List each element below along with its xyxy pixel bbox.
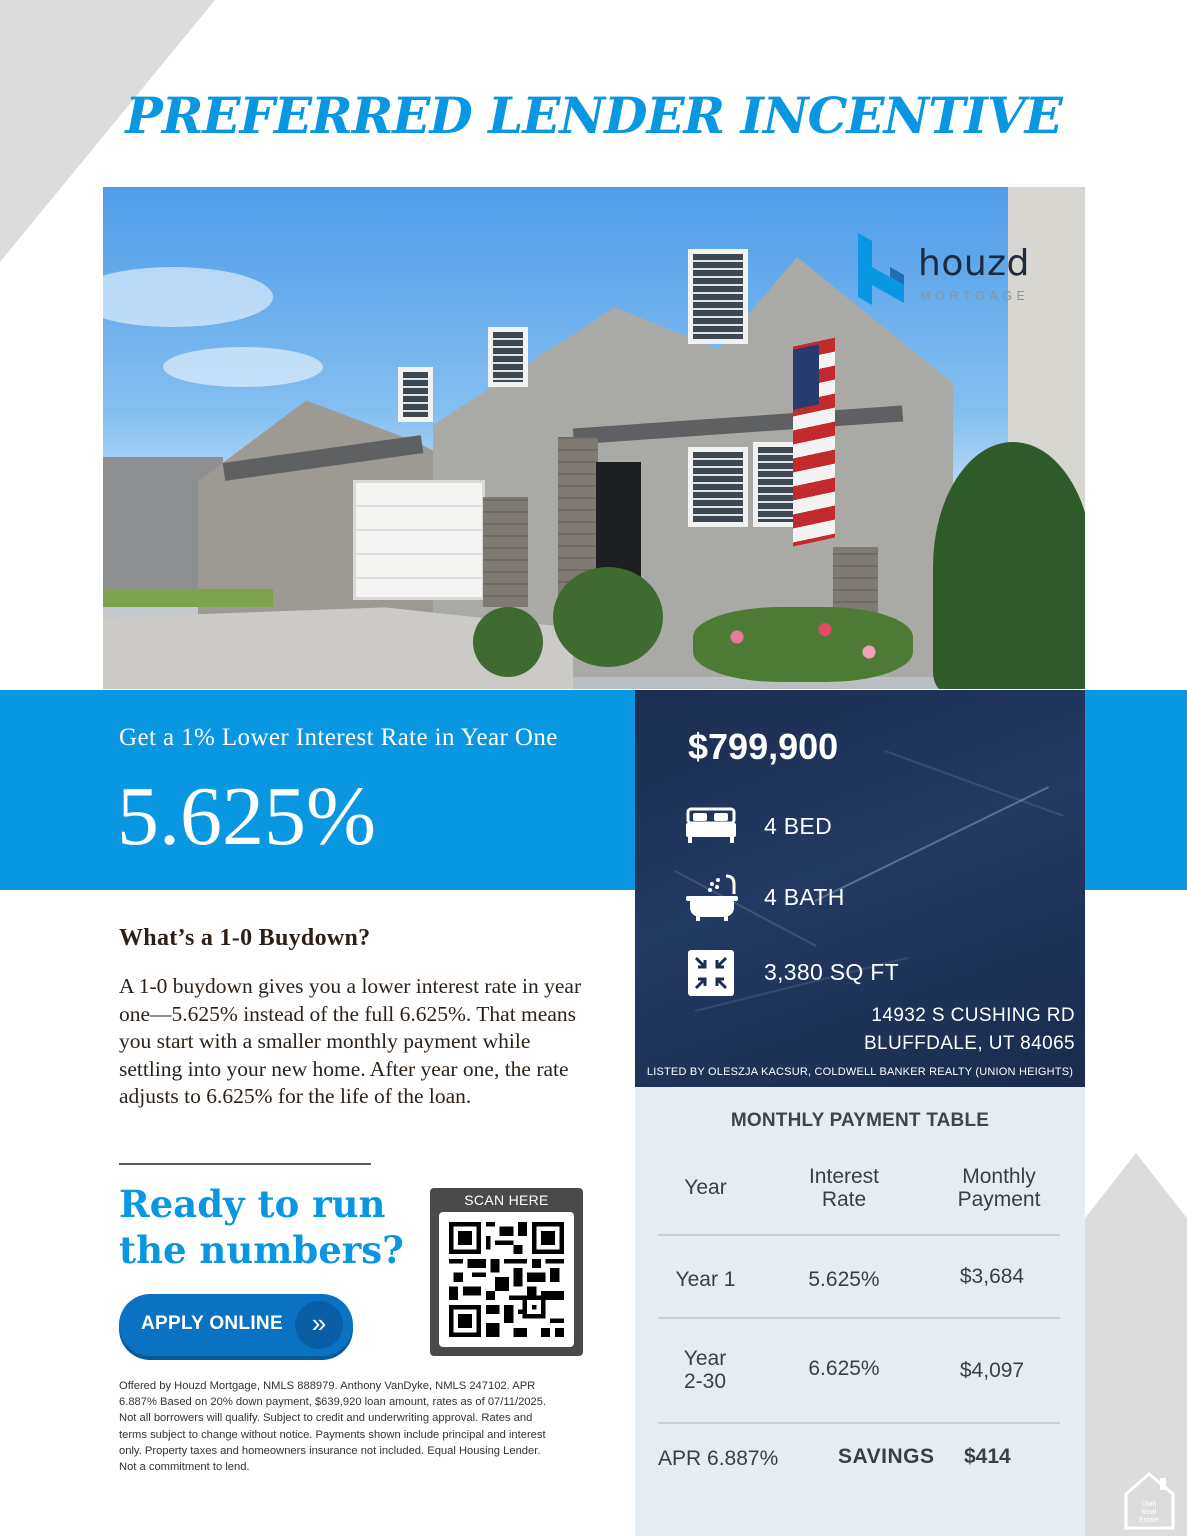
logo-wordmark: houzd [918,243,1030,284]
cta-headline: Ready to run the numbers? [119,1182,404,1272]
bed-count: 4 BED [764,813,832,839]
payment-table-title: MONTHLY PAYMENT TABLE [730,1110,990,1131]
svg-text:Utah: Utah [1141,1501,1157,1508]
row2-rate: 6.625% [808,1357,880,1380]
logo-subtitle: MORTGAGE [920,289,1030,303]
svg-text:Real: Real [1141,1509,1157,1516]
header-interest-rate: Interest Rate [808,1165,880,1211]
section-divider [119,1163,371,1165]
svg-text:Estate: Estate [1139,1517,1159,1524]
listing-agent-credit: LISTED BY OLESZJA KACSUR, COLDWELL BANKER REALTY (UNION HEIGHTS) [646,1066,1074,1078]
rate-offer-value: 5.625% [117,770,376,863]
qr-label: SCAN HERE [464,1192,549,1208]
apply-online-label: APPLY ONLINE [141,1313,283,1334]
buydown-heading: What’s a 1-0 Buydown? [119,925,371,951]
houzd-mortgage-logo [858,233,1048,313]
qr-frame [439,1212,574,1347]
page-title: PREFERRED LENDER INCENTIVE [125,86,1062,145]
row1-payment: $3,684 [959,1265,1025,1288]
apply-online-button[interactable] [119,1294,353,1356]
address-line-2: BLUFFDALE, UT 84065 [863,1033,1075,1054]
houzd-logo-icon [858,233,904,305]
table-divider [658,1422,1060,1424]
bathtub-icon [684,872,740,922]
row2-payment: $4,097 [959,1359,1025,1382]
row1-rate: 5.625% [808,1268,880,1291]
savings-label: SAVINGS [838,1445,935,1468]
qr-code-icon [449,1222,564,1337]
rate-offer-subtitle: Get a 1% Lower Interest Rate in Year One [119,724,558,751]
buydown-description: A 1-0 buydown gives you a lower interest rate in year one—5.625% instead of the full 6.625%. That means you start with a smaller monthly payment while settling into your new home. After year one, the rate adjusts to 6.625% for the life of the loan. [119,974,582,1108]
legal-disclaimer: Offered by Houzd Mortgage, NMLS 888979. Anthony VanDyke, NMLS 247102. APR 6.887% Based on 20% down payment, $639,920 loan amount, rates as of 07/11/2025. Not all borrowers will qualify. Subject to credit and underwriting approval. Rates and terms subject to change without notice. Payments shown include principal and interest only. Property taxes and homeowners insurance not included. Equal Housing Lender. Not a commitment to lend. [119,1380,547,1474]
table-divider [658,1234,1060,1236]
utah-real-estate-badge-icon [1122,1470,1177,1530]
double-chevron-right-icon: » [295,1301,343,1349]
row2-year: Year 2-30 [683,1347,727,1393]
bath-count: 4 BATH [764,884,845,910]
square-footage-icon [684,948,740,998]
address-line-1: 14932 S CUSHING RD [871,1005,1075,1026]
square-footage: 3,380 SQ FT [764,959,899,985]
table-divider [658,1317,1060,1319]
listing-price: $799,900 [688,726,839,767]
apr-value: APR 6.887% [658,1447,779,1470]
savings-value: $414 [964,1445,1011,1468]
bed-icon [684,801,740,851]
row1-year: Year 1 [675,1268,736,1291]
qr-code-card[interactable] [430,1188,583,1356]
header-year: Year [684,1176,727,1199]
header-monthly-payment: Monthly Payment [957,1165,1041,1211]
